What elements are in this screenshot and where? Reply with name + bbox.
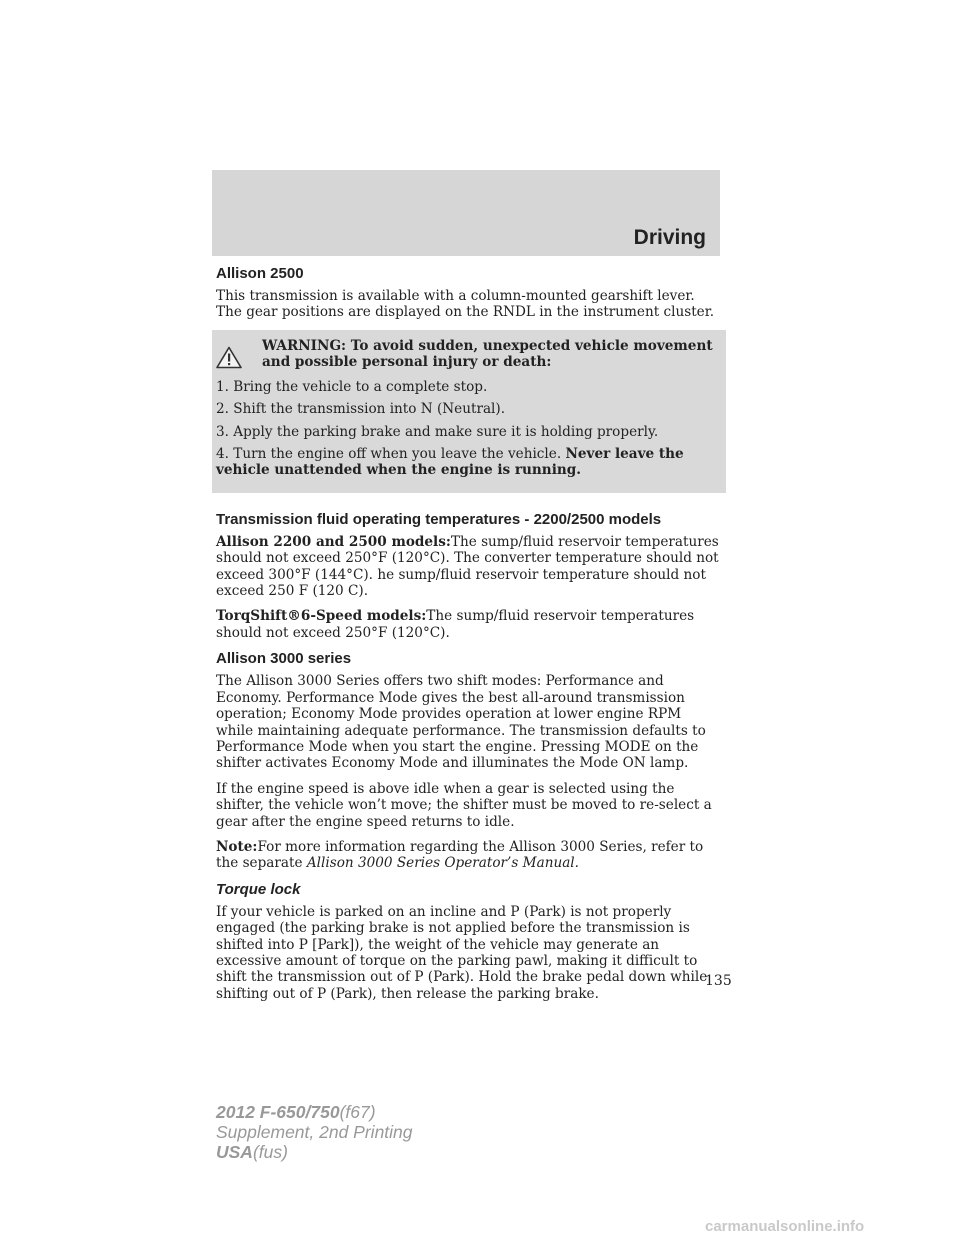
section-header-box: [212, 170, 720, 256]
footer-model-code: (f67): [339, 1102, 376, 1122]
warning-step-3: 3. Apply the parking brake and make sure it is holding properly.: [216, 423, 659, 440]
print-footer: [216, 1102, 413, 1162]
site-watermark: carmanualsonline.info: [705, 1218, 865, 1235]
fluid-lead-torqshift: TorqShift®6-Speed models:: [216, 608, 427, 625]
warning-step-2: 2. Shift the transmission into N (Neutral).: [216, 401, 506, 418]
footer-model: 2012 F-650/750: [216, 1102, 340, 1122]
page-content: [216, 265, 722, 1011]
warning-step-1: 1. Bring the vehicle to a complete stop.: [216, 378, 488, 395]
warning-box: [212, 330, 726, 493]
section-title: Driving: [633, 226, 706, 249]
fluid-lead-allison: Allison 2200 and 2500 models:: [216, 533, 451, 550]
footer-printing: Supplement, 2nd Printing: [216, 1122, 413, 1142]
warning-triangle-icon: [216, 338, 262, 373]
allison-3000-paragraph-2: If the engine speed is above idle when a gear is selected using the shifter, the vehicle won’t move; the shifter must be moved to re-select a gear after the engine speed returns to idle.: [216, 780, 712, 830]
note-text: For more information regarding the Allison 3000 Series, refer to the separate: [216, 838, 704, 872]
allison-2500-intro: This transmission is available with a column-mounted gearshift lever. The gear positions are displayed on the RNDL in the instrument cluster.: [216, 288, 715, 321]
allison-3000-note: [216, 839, 722, 872]
fluid-paragraph-torqshift: [216, 608, 722, 641]
fluid-paragraph-allison: [216, 534, 722, 600]
allison-3000-paragraph-1: The Allison 3000 Series offers two shift modes: Performance and Economy. Performance Mode gives the best all-around transmission operation; Economy Mode provides operation at lower engine RPM while maintaining adequate performance. The transmission defaults to Performance Mode when you start the engine. Pressing MODE on the shifter activates Economy Mode and illuminates the Mode ON lamp.: [216, 673, 706, 772]
heading-allison-3000: Allison 3000 series: [216, 650, 352, 668]
note-lead: Note:: [216, 838, 258, 855]
page-number: 135: [705, 973, 732, 989]
warning-emphasis: Never leave the vehicle unattended when the engine is running.: [216, 446, 684, 479]
warning-title: WARNING: To avoid sudden, unexpected vehicle movement and possible personal injury or death:: [262, 337, 713, 371]
heading-fluid-temperatures: Transmission fluid operating temperatures - 2200/2500 models: [216, 510, 662, 528]
warning-step-4-text: 4. Turn the engine off when you leave the vehicle.: [216, 446, 562, 463]
fluid-text-allison: The sump/fluid reservoir temperatures should not exceed 250°F (120°C). The converter temperature should not exceed 300°F (144°C). he sump/fluid reservoir temperature should not exceed 250 F (120 C).: [216, 533, 719, 600]
heading-allison-2500: Allison 2500: [216, 265, 304, 282]
warning-step-4: [216, 446, 722, 479]
heading-torque-lock: Torque lock: [216, 880, 301, 898]
fluid-text-torqshift: The sump/fluid reservoir temperatures should not exceed 250°F (120°C).: [216, 608, 695, 641]
footer-market-code: (fus): [252, 1142, 288, 1162]
torque-lock-paragraph: If your vehicle is parked on an incline and P (Park) is not properly engaged (the parking brake is not applied before the transmission is shifted into P [Park]), the weight of the vehicle may generate an excessive amount of torque on the parking pawl, making it difficult to shift the transmission out of P (Park). Hold the brake pedal down while shifting out of P (Park), then release the parking brake.: [216, 903, 708, 1002]
note-manual-reference: Allison 3000 Series Operator’s Manual.: [306, 855, 579, 872]
footer-market: USA: [216, 1142, 253, 1162]
